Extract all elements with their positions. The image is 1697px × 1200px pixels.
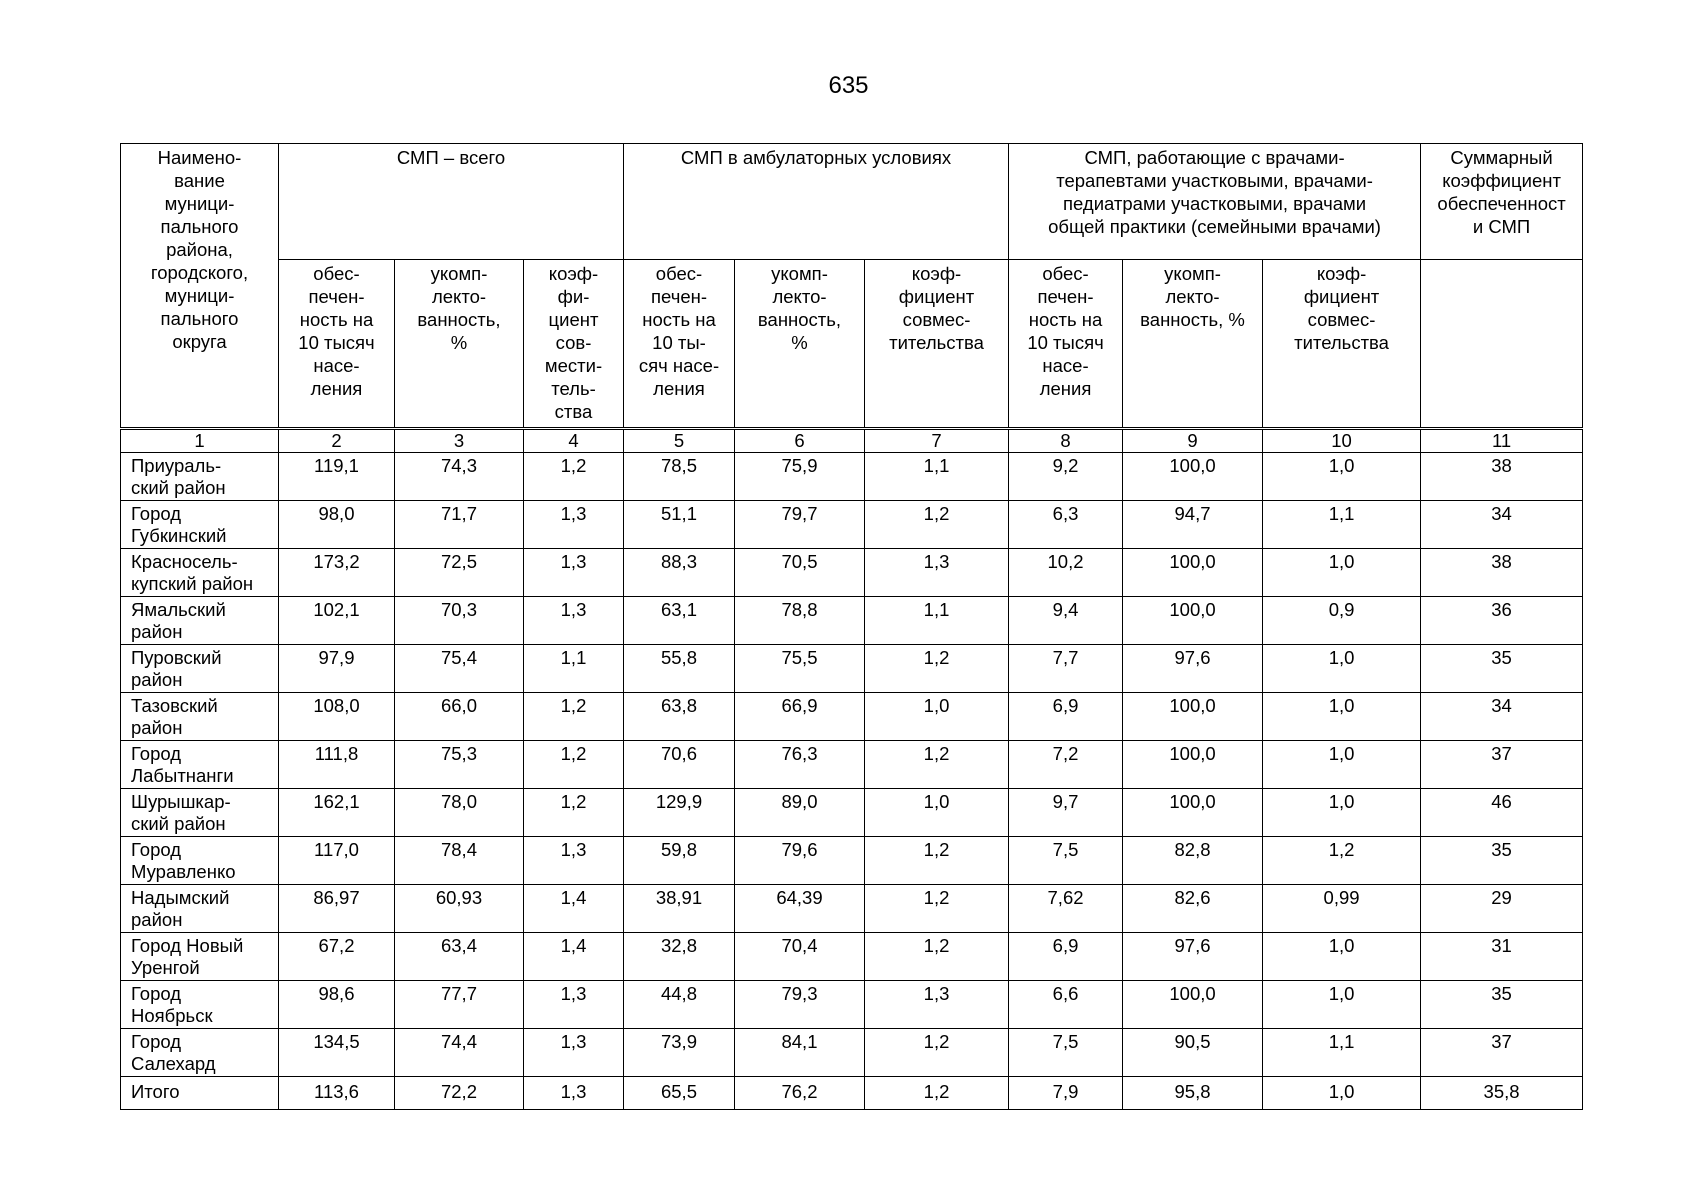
value-cell-col-8: 10,2 xyxy=(1009,549,1123,597)
value-cell-col-4: 1,1 xyxy=(524,645,624,693)
value-cell-col-10: 1,1 xyxy=(1263,501,1421,549)
value-cell-col-7: 1,1 xyxy=(865,597,1009,645)
value-cell-col-2: 86,97 xyxy=(279,885,395,933)
value-cell-col-8: 6,9 xyxy=(1009,693,1123,741)
value-cell-col-6: 76,3 xyxy=(735,741,865,789)
value-cell-col-5: 59,8 xyxy=(624,837,735,885)
header-name-column: Наимено- вание муници- пального района, городского, муници- пального округа xyxy=(121,144,279,429)
value-cell-col-3: 60,93 xyxy=(395,885,524,933)
value-cell-col-4: 1,2 xyxy=(524,789,624,837)
value-cell-col-2: 97,9 xyxy=(279,645,395,693)
subheader-ambulatory-provision: обес- печен- ность на 10 ты- сяч насе- ления xyxy=(624,260,735,429)
table-body xyxy=(121,429,1583,1110)
value-cell-col-11: 35 xyxy=(1421,837,1583,885)
table-row xyxy=(121,549,1583,597)
value-cell-col-9: 82,8 xyxy=(1123,837,1263,885)
column-number: 5 xyxy=(624,429,735,453)
value-cell-col-4: 1,3 xyxy=(524,1077,624,1110)
value-cell-col-7: 1,2 xyxy=(865,1077,1009,1110)
municipality-name: Красносель- купский район xyxy=(121,549,279,597)
value-cell-col-9: 97,6 xyxy=(1123,645,1263,693)
table-row xyxy=(121,789,1583,837)
value-cell-col-6: 78,8 xyxy=(735,597,865,645)
value-cell-col-8: 9,7 xyxy=(1009,789,1123,837)
value-cell-col-5: 32,8 xyxy=(624,933,735,981)
value-cell-col-8: 9,4 xyxy=(1009,597,1123,645)
value-cell-col-9: 100,0 xyxy=(1123,981,1263,1029)
value-cell-col-2: 98,6 xyxy=(279,981,395,1029)
table-row xyxy=(121,837,1583,885)
value-cell-col-7: 1,0 xyxy=(865,693,1009,741)
value-cell-col-8: 7,62 xyxy=(1009,885,1123,933)
value-cell-col-9: 97,6 xyxy=(1123,933,1263,981)
value-cell-col-10: 1,0 xyxy=(1263,549,1421,597)
value-cell-col-3: 72,5 xyxy=(395,549,524,597)
column-number-row xyxy=(121,429,1583,453)
value-cell-col-4: 1,2 xyxy=(524,453,624,501)
municipality-name: Город Муравленко xyxy=(121,837,279,885)
value-cell-col-3: 72,2 xyxy=(395,1077,524,1110)
value-cell-col-7: 1,1 xyxy=(865,453,1009,501)
value-cell-col-4: 1,3 xyxy=(524,549,624,597)
value-cell-col-9: 94,7 xyxy=(1123,501,1263,549)
value-cell-col-3: 78,4 xyxy=(395,837,524,885)
value-cell-col-5: 63,8 xyxy=(624,693,735,741)
municipality-name: Пуровский район xyxy=(121,645,279,693)
value-cell-col-5: 44,8 xyxy=(624,981,735,1029)
value-cell-col-3: 74,3 xyxy=(395,453,524,501)
value-cell-col-10: 1,0 xyxy=(1263,645,1421,693)
value-cell-col-4: 1,3 xyxy=(524,837,624,885)
header-group-total: СМП – всего xyxy=(279,144,624,260)
value-cell-col-2: 134,5 xyxy=(279,1029,395,1077)
subheader-ambulatory-staffing: укомп- лекто- ванность, % xyxy=(735,260,865,429)
value-cell-col-11: 35 xyxy=(1421,645,1583,693)
value-cell-col-11: 34 xyxy=(1421,693,1583,741)
value-cell-col-2: 102,1 xyxy=(279,597,395,645)
column-number: 1 xyxy=(121,429,279,453)
value-cell-col-4: 1,3 xyxy=(524,981,624,1029)
subheader-total-coefficient: коэф- фи- циент сов- мести- тель- ства xyxy=(524,260,624,429)
subheader-district-provision: обес- печен- ность на 10 тысяч насе- ления xyxy=(1009,260,1123,429)
page-number: 635 xyxy=(828,72,869,99)
municipality-name: Надымский район xyxy=(121,885,279,933)
municipality-name: Город Лабытнанги xyxy=(121,741,279,789)
value-cell-col-10: 1,0 xyxy=(1263,933,1421,981)
value-cell-col-11: 35,8 xyxy=(1421,1077,1583,1110)
total-label: Итого xyxy=(121,1077,279,1110)
value-cell-col-10: 1,1 xyxy=(1263,1029,1421,1077)
value-cell-col-6: 70,5 xyxy=(735,549,865,597)
subheader-total-provision: обес- печен- ность на 10 тысяч насе- ления xyxy=(279,260,395,429)
value-cell-col-2: 111,8 xyxy=(279,741,395,789)
value-cell-col-8: 7,5 xyxy=(1009,837,1123,885)
value-cell-col-6: 89,0 xyxy=(735,789,865,837)
subheader-ambulatory-coefficient: коэф- фициент совмес- тительства xyxy=(865,260,1009,429)
value-cell-col-7: 1,0 xyxy=(865,789,1009,837)
value-cell-col-5: 55,8 xyxy=(624,645,735,693)
value-cell-col-4: 1,3 xyxy=(524,1029,624,1077)
value-cell-col-5: 63,1 xyxy=(624,597,735,645)
value-cell-col-6: 75,9 xyxy=(735,453,865,501)
column-number: 8 xyxy=(1009,429,1123,453)
column-number: 6 xyxy=(735,429,865,453)
column-number: 7 xyxy=(865,429,1009,453)
value-cell-col-5: 78,5 xyxy=(624,453,735,501)
value-cell-col-11: 46 xyxy=(1421,789,1583,837)
value-cell-col-6: 76,2 xyxy=(735,1077,865,1110)
value-cell-col-10: 0,99 xyxy=(1263,885,1421,933)
value-cell-col-9: 100,0 xyxy=(1123,741,1263,789)
value-cell-col-11: 34 xyxy=(1421,501,1583,549)
table-row xyxy=(121,981,1583,1029)
municipality-name: Приураль- ский район xyxy=(121,453,279,501)
value-cell-col-3: 75,4 xyxy=(395,645,524,693)
value-cell-col-8: 6,6 xyxy=(1009,981,1123,1029)
table-row xyxy=(121,501,1583,549)
table-row xyxy=(121,1029,1583,1077)
column-number: 10 xyxy=(1263,429,1421,453)
value-cell-col-9: 82,6 xyxy=(1123,885,1263,933)
value-cell-col-9: 100,0 xyxy=(1123,453,1263,501)
value-cell-col-3: 78,0 xyxy=(395,789,524,837)
value-cell-col-10: 1,0 xyxy=(1263,1077,1421,1110)
value-cell-col-3: 71,7 xyxy=(395,501,524,549)
value-cell-col-5: 70,6 xyxy=(624,741,735,789)
subheader-district-coefficient: коэф- фициент совмес- тительства xyxy=(1263,260,1421,429)
value-cell-col-3: 66,0 xyxy=(395,693,524,741)
value-cell-col-7: 1,3 xyxy=(865,981,1009,1029)
value-cell-col-2: 98,0 xyxy=(279,501,395,549)
value-cell-col-7: 1,2 xyxy=(865,933,1009,981)
value-cell-col-11: 36 xyxy=(1421,597,1583,645)
value-cell-col-7: 1,2 xyxy=(865,885,1009,933)
value-cell-col-6: 70,4 xyxy=(735,933,865,981)
table-row xyxy=(121,645,1583,693)
value-cell-col-4: 1,4 xyxy=(524,885,624,933)
total-row xyxy=(121,1077,1583,1110)
value-cell-col-5: 129,9 xyxy=(624,789,735,837)
value-cell-col-11: 35 xyxy=(1421,981,1583,1029)
value-cell-col-9: 100,0 xyxy=(1123,597,1263,645)
subheader-summary-empty xyxy=(1421,260,1583,429)
municipality-name: Город Губкинский xyxy=(121,501,279,549)
municipality-name: Шурышкар- ский район xyxy=(121,789,279,837)
municipality-name: Тазовский район xyxy=(121,693,279,741)
table-row xyxy=(121,741,1583,789)
value-cell-col-8: 7,7 xyxy=(1009,645,1123,693)
value-cell-col-6: 75,5 xyxy=(735,645,865,693)
value-cell-col-2: 108,0 xyxy=(279,693,395,741)
municipality-name: Ямальский район xyxy=(121,597,279,645)
value-cell-col-11: 29 xyxy=(1421,885,1583,933)
value-cell-col-11: 37 xyxy=(1421,1029,1583,1077)
value-cell-col-9: 90,5 xyxy=(1123,1029,1263,1077)
column-number: 11 xyxy=(1421,429,1583,453)
value-cell-col-6: 79,7 xyxy=(735,501,865,549)
table-row xyxy=(121,933,1583,981)
value-cell-col-2: 162,1 xyxy=(279,789,395,837)
value-cell-col-7: 1,2 xyxy=(865,741,1009,789)
value-cell-col-11: 31 xyxy=(1421,933,1583,981)
value-cell-col-6: 84,1 xyxy=(735,1029,865,1077)
municipality-name: Город Новый Уренгой xyxy=(121,933,279,981)
municipality-name: Город Ноябрьск xyxy=(121,981,279,1029)
table-row xyxy=(121,597,1583,645)
table-row xyxy=(121,453,1583,501)
value-cell-col-7: 1,3 xyxy=(865,549,1009,597)
column-number: 9 xyxy=(1123,429,1263,453)
table-header xyxy=(121,144,1583,429)
value-cell-col-8: 6,9 xyxy=(1009,933,1123,981)
value-cell-col-3: 70,3 xyxy=(395,597,524,645)
value-cell-col-4: 1,3 xyxy=(524,501,624,549)
staffing-table xyxy=(120,143,1583,1110)
value-cell-col-8: 7,5 xyxy=(1009,1029,1123,1077)
value-cell-col-3: 77,7 xyxy=(395,981,524,1029)
value-cell-col-6: 64,39 xyxy=(735,885,865,933)
value-cell-col-8: 9,2 xyxy=(1009,453,1123,501)
value-cell-col-2: 117,0 xyxy=(279,837,395,885)
value-cell-col-2: 119,1 xyxy=(279,453,395,501)
value-cell-col-11: 38 xyxy=(1421,549,1583,597)
header-group-ambulatory: СМП в амбулаторных условиях xyxy=(624,144,1009,260)
value-cell-col-3: 75,3 xyxy=(395,741,524,789)
value-cell-col-9: 95,8 xyxy=(1123,1077,1263,1110)
value-cell-col-5: 88,3 xyxy=(624,549,735,597)
value-cell-col-10: 1,0 xyxy=(1263,693,1421,741)
value-cell-col-10: 1,2 xyxy=(1263,837,1421,885)
value-cell-col-6: 79,3 xyxy=(735,981,865,1029)
value-cell-col-9: 100,0 xyxy=(1123,789,1263,837)
value-cell-col-7: 1,2 xyxy=(865,645,1009,693)
value-cell-col-10: 0,9 xyxy=(1263,597,1421,645)
value-cell-col-7: 1,2 xyxy=(865,501,1009,549)
value-cell-col-3: 74,4 xyxy=(395,1029,524,1077)
value-cell-col-5: 51,1 xyxy=(624,501,735,549)
value-cell-col-6: 79,6 xyxy=(735,837,865,885)
column-number: 2 xyxy=(279,429,395,453)
subheader-district-staffing: укомп- лекто- ванность, % xyxy=(1123,260,1263,429)
value-cell-col-8: 6,3 xyxy=(1009,501,1123,549)
value-cell-col-4: 1,4 xyxy=(524,933,624,981)
value-cell-col-5: 73,9 xyxy=(624,1029,735,1077)
value-cell-col-8: 7,9 xyxy=(1009,1077,1123,1110)
value-cell-col-7: 1,2 xyxy=(865,1029,1009,1077)
subheader-total-staffing: укомп- лекто- ванность, % xyxy=(395,260,524,429)
value-cell-col-6: 66,9 xyxy=(735,693,865,741)
value-cell-col-10: 1,0 xyxy=(1263,981,1421,1029)
value-cell-col-2: 113,6 xyxy=(279,1077,395,1110)
value-cell-col-9: 100,0 xyxy=(1123,549,1263,597)
value-cell-col-10: 1,0 xyxy=(1263,453,1421,501)
column-number: 3 xyxy=(395,429,524,453)
value-cell-col-3: 63,4 xyxy=(395,933,524,981)
column-number: 4 xyxy=(524,429,624,453)
value-cell-col-4: 1,2 xyxy=(524,741,624,789)
municipality-name: Город Салехард xyxy=(121,1029,279,1077)
table-row xyxy=(121,885,1583,933)
value-cell-col-2: 67,2 xyxy=(279,933,395,981)
value-cell-col-9: 100,0 xyxy=(1123,693,1263,741)
header-group-district-doctors: СМП, работающие с врачами- терапевтами участковыми, врачами- педиатрами участковыми, врачами общей практики (семейными врачами) xyxy=(1009,144,1421,260)
value-cell-col-2: 173,2 xyxy=(279,549,395,597)
value-cell-col-8: 7,2 xyxy=(1009,741,1123,789)
value-cell-col-5: 38,91 xyxy=(624,885,735,933)
value-cell-col-5: 65,5 xyxy=(624,1077,735,1110)
value-cell-col-11: 37 xyxy=(1421,741,1583,789)
value-cell-col-10: 1,0 xyxy=(1263,741,1421,789)
value-cell-col-4: 1,2 xyxy=(524,693,624,741)
value-cell-col-7: 1,2 xyxy=(865,837,1009,885)
value-cell-col-11: 38 xyxy=(1421,453,1583,501)
value-cell-col-4: 1,3 xyxy=(524,597,624,645)
table-row xyxy=(121,693,1583,741)
value-cell-col-10: 1,0 xyxy=(1263,789,1421,837)
header-summary-coefficient: Суммарный коэффициент обеспеченност и СМП xyxy=(1421,144,1583,260)
